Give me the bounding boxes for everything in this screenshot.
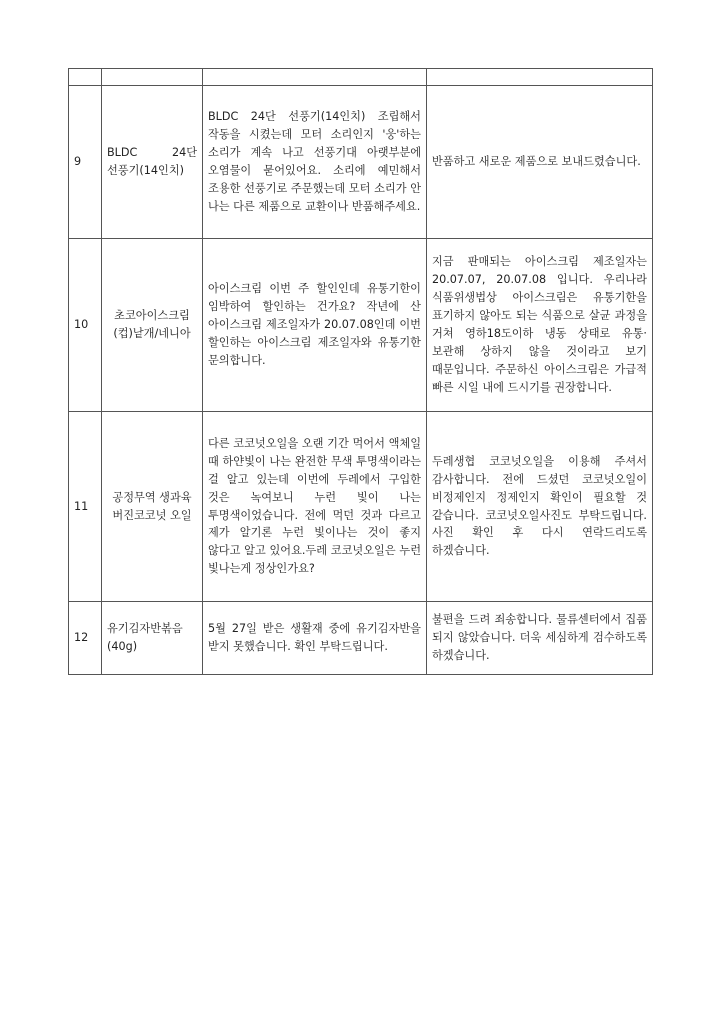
cell-question-continued	[203, 69, 427, 86]
cell-answer: 지금 판매되는 아이스크림 제조일자는 20.07.07, 20.07.08 입니다. 우리나라 식품위생법상 아이스크림은 유통기한을 표기하지 않아도 되는 식품으로 살균 과정을 거쳐 영하18도이하 냉동 상태로 유통·보관해 상하지 않을 것이라고 보기 때문입니다. 주문하신 아이스크림은 가급적 빠른 시일 내에 드시기를 권장합니다.	[427, 239, 653, 412]
qa-table	[68, 68, 653, 675]
table-row	[69, 86, 653, 239]
cell-no: 10	[69, 239, 102, 412]
cell-no: 11	[69, 412, 102, 602]
cell-answer: 불편을 드려 죄송합니다. 물류센터에서 집품 되지 않았습니다. 더욱 세심하게 검수하도록 하겠습니다.	[427, 602, 653, 675]
table-row	[69, 412, 653, 602]
cell-no: 9	[69, 86, 102, 239]
cell-product: BLDC 24단 선풍기(14인치)	[102, 86, 203, 239]
cell-product-continued	[102, 69, 203, 86]
cell-no: 12	[69, 602, 102, 675]
table-row	[69, 602, 653, 675]
cell-answer: 두레생협 코코넛오일을 이용해 주셔서 감사합니다. 전에 드셨던 코코넛오일이 비정제인지 정제인지 확인이 필요할 것 같습니다. 코코넛오일사진도 부탁드립니다. 사진 확인 후 다시 연락드리도록 하겠습니다.	[427, 412, 653, 602]
cell-no-continued	[69, 69, 102, 86]
cell-question: 5월 27일 받은 생활재 중에 유기김자반을 받지 못했습니다. 확인 부탁드립니다.	[203, 602, 427, 675]
cell-answer: 반품하고 새로운 제품으로 보내드렸습니다.	[427, 86, 653, 239]
cell-product: 공정무역 생과육 버진코코넛 오일	[102, 412, 203, 602]
cell-product: 유기김자반볶음(40g)	[102, 602, 203, 675]
cell-question: BLDC 24단 선풍기(14인치) 조립해서 작동을 시켰는데 모터 소리인지 '웅'하는 소리가 계속 나고 선풍기대 아랫부분에 오염물이 묻어있어요. 소리에 예민해서 조용한 선풍기로 주문했는데 모터 소리가 안 나는 다른 제품으로 교환이나 반품해주세요.	[203, 86, 427, 239]
cell-question: 아이스크림 이번 주 할인인데 유통기한이 임박하여 할인하는 건가요? 작년에 산 아이스크림 제조일자가 20.07.08인데 이번 할인하는 아이스크림 제조일자와 유통기한 문의합니다.	[203, 239, 427, 412]
cell-question: 다른 코코넛오일을 오랜 기간 먹어서 액체일 때 하얀빛이 나는 완전한 무색 투명색이라는 걸 알고 있는데 이번에 두레에서 구입한 것은 녹여보니 누런 빛이 나는 투명색이었습니다. 전에 먹던 것과 다르고 제가 알기론 누런 빛이나는 것이 좋지 않다고 알고 있어요.두레 코코넛오일은 누런 빛나는게 정상인가요?	[203, 412, 427, 602]
cell-answer-continued	[427, 69, 653, 86]
table-row	[69, 239, 653, 412]
table-row-continued	[69, 69, 653, 86]
cell-product: 초코아이스크림(컵)낱개/네니아	[102, 239, 203, 412]
